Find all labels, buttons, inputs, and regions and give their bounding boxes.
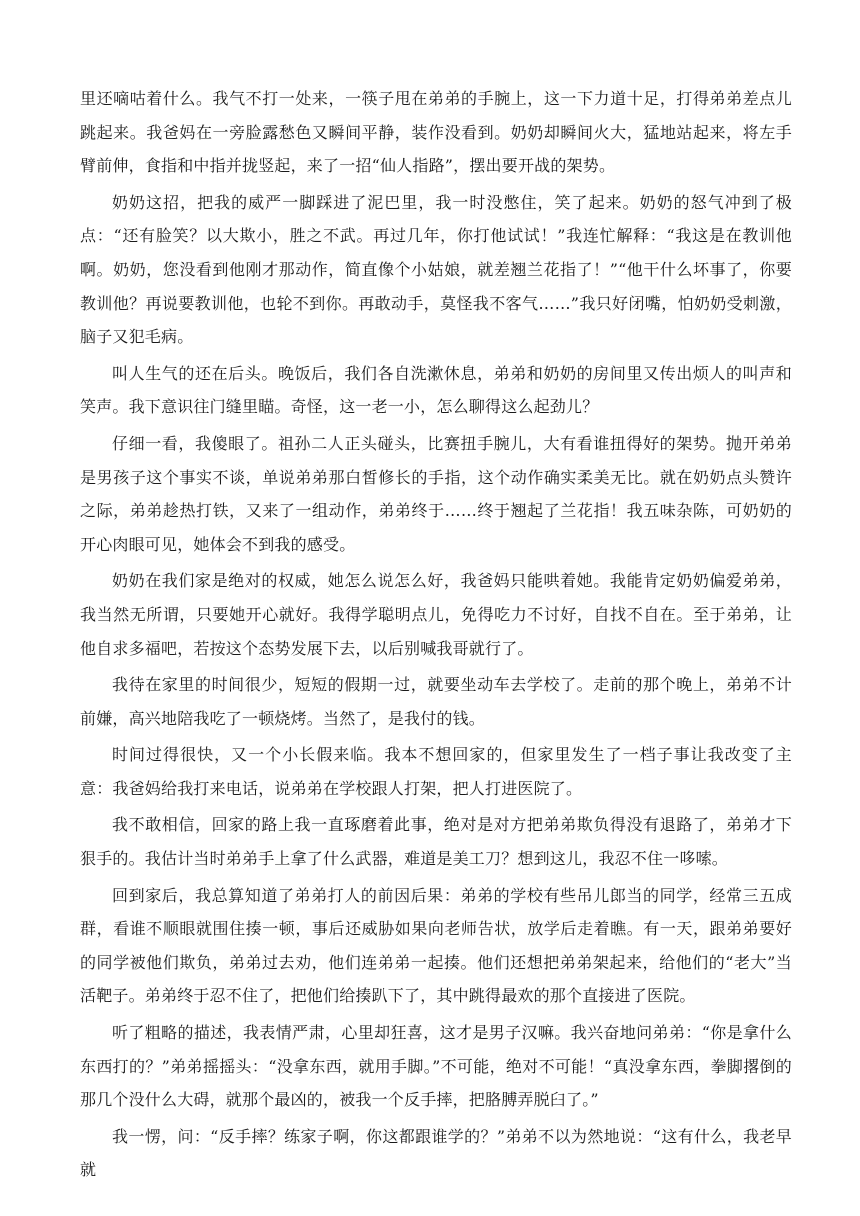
- paragraph: 我不敢相信，回家的路上我一直琢磨着此事，绝对是对方把弟弟欺负得没有退路了，弟弟才下狠手的。我估计当时弟弟手上拿了什么武器，难道是美工刀？想到这儿，我忍不住一哆嗦。: [80, 815, 792, 869]
- paragraph: 时间过得很快，又一个小长假来临。我本不想回家的，但家里发生了一档子事让我改变了主意：我爸妈给我打来电话，说弟弟在学校跟人打架，把人打进医院了。: [80, 745, 792, 798]
- paragraph: 仔细一看，我傻眼了。祖孙二人正头碰头，比赛扭手腕儿，大有看谁扭得好的架势。抛开弟弟是男孩子这个事实不谈，单说弟弟那白皙修长的手指，这个动作确实柔美无比。就在奶奶点头赞许之际，弟弟趁热打铁，又来了一组动作，弟弟终于……终于翘起了兰花指！我五味杂陈，可奶奶的开心肉眼可见，她体会不到我的感受。: [80, 433, 792, 554]
- paragraph: 奶奶在我们家是绝对的权威，她怎么说怎么好，我爸妈只能哄着她。我能肯定奶奶偏爱弟弟，我当然无所谓，只要她开心就好。我得学聪明点儿，免得吃力不讨好，自找不自在。至于弟弟，让他自求多福吧，若按这个态势发展下去，以后别喊我哥就行了。: [80, 571, 792, 658]
- paragraph: 我一愣，问：“反手摔？练家子啊，你这都跟谁学的？”弟弟不以为然地说：“这有什么，我老早就: [80, 1126, 792, 1180]
- paragraph: 我待在家里的时间很少，短短的假期一过，就要坐动车去学校了。走前的那个晚上，弟弟不计前嫌，高兴地陪我吃了一顿烧烤。当然了，是我付的钱。: [80, 675, 792, 728]
- paragraph: 奶奶这招，把我的威严一脚踩进了泥巴里，我一时没憋住，笑了起来。奶奶的怒气冲到了极点：“还有脸笑？以大欺小，胜之不武。再过几年，你打他试试！”我连忙解释：“我这是在教训他啊。奶奶，您没看到他刚才那动作，简直像个小姑娘，就差翘兰花指了！”“他干什么坏事了，你要教训他？再说要教训他，也轮不到你。再敢动手，莫怪我不客气……”我只好闭嘴，怕奶奶受刺激，脑子又犯毛病。: [80, 192, 792, 347]
- paragraph: 里还嘀咕着什么。我气不打一处来，一筷子甩在弟弟的手腕上，这一下力道十足，打得弟弟差点儿跳起来。我爸妈在一旁脸露愁色又瞬间平静，装作没看到。奶奶却瞬间火大，猛地站起来，将左手臂前伸，食指和中指并拢竖起，来了一招“仙人指路”，摆出要开战的架势。: [80, 89, 792, 176]
- paragraph: 叫人生气的还在后头。晚饭后，我们各自洗漱休息，弟弟和奶奶的房间里又传出烦人的叫声和笑声。我下意识往门缝里瞄。奇怪，这一老一小，怎么聊得这么起劲儿？: [80, 363, 792, 417]
- paragraph: 回到家后，我总算知道了弟弟打人的前因后果：弟弟的学校有些吊儿郎当的同学，经常三五成群，看谁不顺眼就围住揍一顿，事后还威胁如果向老师告状，放学后走着瞧。有一天，跟弟弟要好的同学被他们欺负，弟弟过去劝，他们连弟弟一起揍。他们还想把弟弟架起来，给他们的“老大”当活靶子。弟弟终于忍不住了，把他们给揍趴下了，其中跳得最欢的那个直接进了医院。: [80, 885, 792, 1006]
- paragraph: 听了粗略的描述，我表情严肃，心里却狂喜，这才是男子汉嘛。我兴奋地问弟弟：“你是拿什么东西打的？”弟弟摇摇头：“没拿东西，就用手脚。”不可能，绝对不可能！“真没拿东西，拳脚撂倒的那几个没什么大碍，就那个最凶的，被我一个反手摔，把胳膊弄脱臼了。”: [80, 1023, 792, 1110]
